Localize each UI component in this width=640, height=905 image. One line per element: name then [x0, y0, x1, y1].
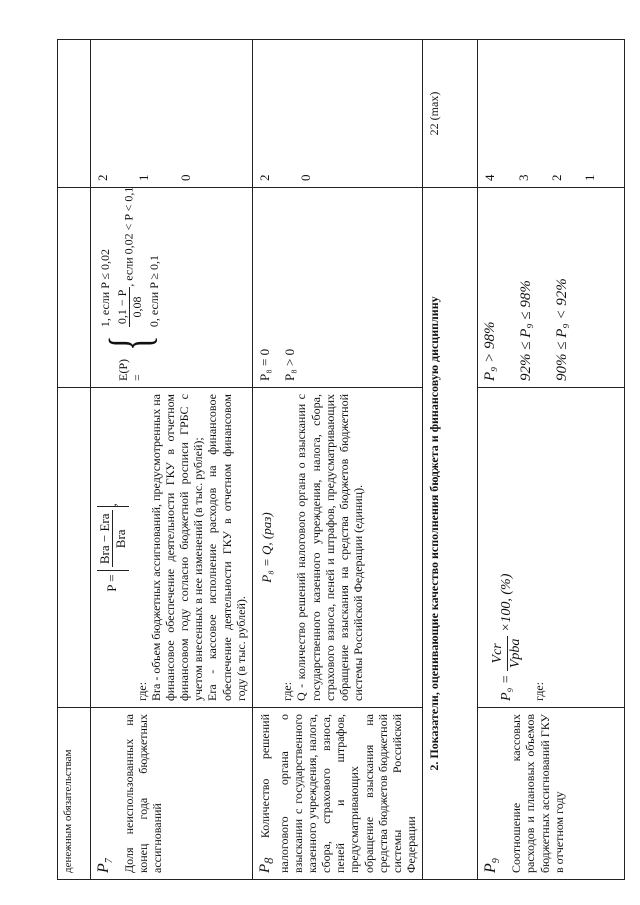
formula-description: Q - количество решений налогового органа о взыскании с государственного казенного учреждения, налога, сбора, страхового взноса, пеней и штрафов, предусматривающих обращение взыскания на средства бюджетов бюджетной системы Российской Федерации (единиц).	[294, 394, 366, 701]
condition: 90% ≤ P₉ < 92%	[553, 278, 570, 381]
indicator-code: $P_9$	[482, 858, 503, 873]
rotated-page	[57, 40, 598, 880]
indicator-name: Соотношение кассовых расходов и плановых объемов бюджетных ассигнований ГКУ в отчетном году	[509, 714, 566, 873]
condition: P₉ > 98%	[482, 321, 499, 381]
piecewise-formula: E(P) = { 1, если P ≤ 0,02 0,1 − P 0,08 , если 0,02 < P < 0,1 0, если P ≥ 0,1	[96, 186, 162, 381]
condition-cell	[91, 188, 253, 388]
where-label: где:	[134, 681, 149, 701]
where-label: где:	[532, 681, 547, 701]
table-row-p9	[478, 40, 625, 880]
condition: 92% ≤ P₉ ≤ 98%	[517, 280, 534, 381]
indicator-name-cell	[478, 708, 625, 880]
points-value: 1	[582, 174, 598, 181]
empty-cell	[58, 388, 91, 708]
empty-cell	[58, 188, 91, 388]
indicator-name-cell	[91, 708, 253, 880]
formula-description: Era - кассовое исполнение расходов на финансовое обеспечение деятельности ГКУ в отчетном финансовом году (в тыс. рублей).	[205, 394, 248, 701]
condition-cell	[252, 188, 422, 388]
table-row-p7	[91, 40, 253, 880]
indicator-name: Доля неиспользованных на конец года бюджетных ассигнований	[121, 714, 165, 873]
condition: P₈ = 0	[256, 348, 272, 381]
formula-cell	[478, 388, 625, 708]
section-total: 22 (max)	[423, 40, 478, 188]
condition: P₈ > 0	[282, 348, 298, 381]
indicator-name-cell	[252, 708, 422, 880]
table-row	[58, 40, 91, 880]
points-value: 3	[515, 174, 531, 181]
indicator-code: $P_7$	[95, 858, 116, 873]
where-label: где:	[280, 681, 295, 701]
formula-description: Bra - объем бюджетных ассигнований, предусмотренных на финансовое обеспечение деятельности ГКУ в отчетном финансовом году согласно бюджетной росписи ГРБС с учетом внесенных в нее изменений (в тыс. рублей);	[148, 394, 206, 701]
header-cell: денежным обязательствам	[58, 708, 91, 880]
points-value: 0	[177, 174, 193, 181]
table-row-p8	[252, 40, 422, 880]
formula: P₉ = Vcr Vpba ×100, (%)	[490, 573, 523, 701]
points-value: 2	[95, 174, 110, 181]
section-title: 2. Показатели, оценивающие качество исполнения бюджета и финансовую дисциплину	[423, 188, 478, 880]
table-row-section	[423, 40, 478, 880]
condition-cell	[478, 188, 625, 388]
points-value: 2	[256, 174, 272, 181]
formula: P = Bra − Era Bra ,	[97, 503, 129, 592]
points-cell	[478, 40, 625, 188]
points-value: 2	[548, 174, 564, 181]
points-value: 4	[482, 174, 498, 181]
indicators-table	[57, 39, 625, 880]
empty-cell	[58, 40, 91, 188]
indicator-code: $P_8$	[256, 857, 276, 873]
formula-cell	[252, 388, 422, 708]
points-cell	[252, 40, 422, 188]
formula: P₈ = Q, (раз)	[258, 512, 274, 583]
points-value: 1	[136, 174, 152, 181]
points-cell	[91, 40, 253, 188]
points-value: 0	[298, 174, 314, 181]
formula-cell	[91, 388, 253, 708]
indicator-name: Количество решений налогового органа о взыскании с государственного казенного учреждения, налога, сбора, страхового взноса, пеней и штрафов, предусматривающих обращение взыскания на средства бюджетов бюджетной системы Российской Федерации	[257, 714, 419, 873]
